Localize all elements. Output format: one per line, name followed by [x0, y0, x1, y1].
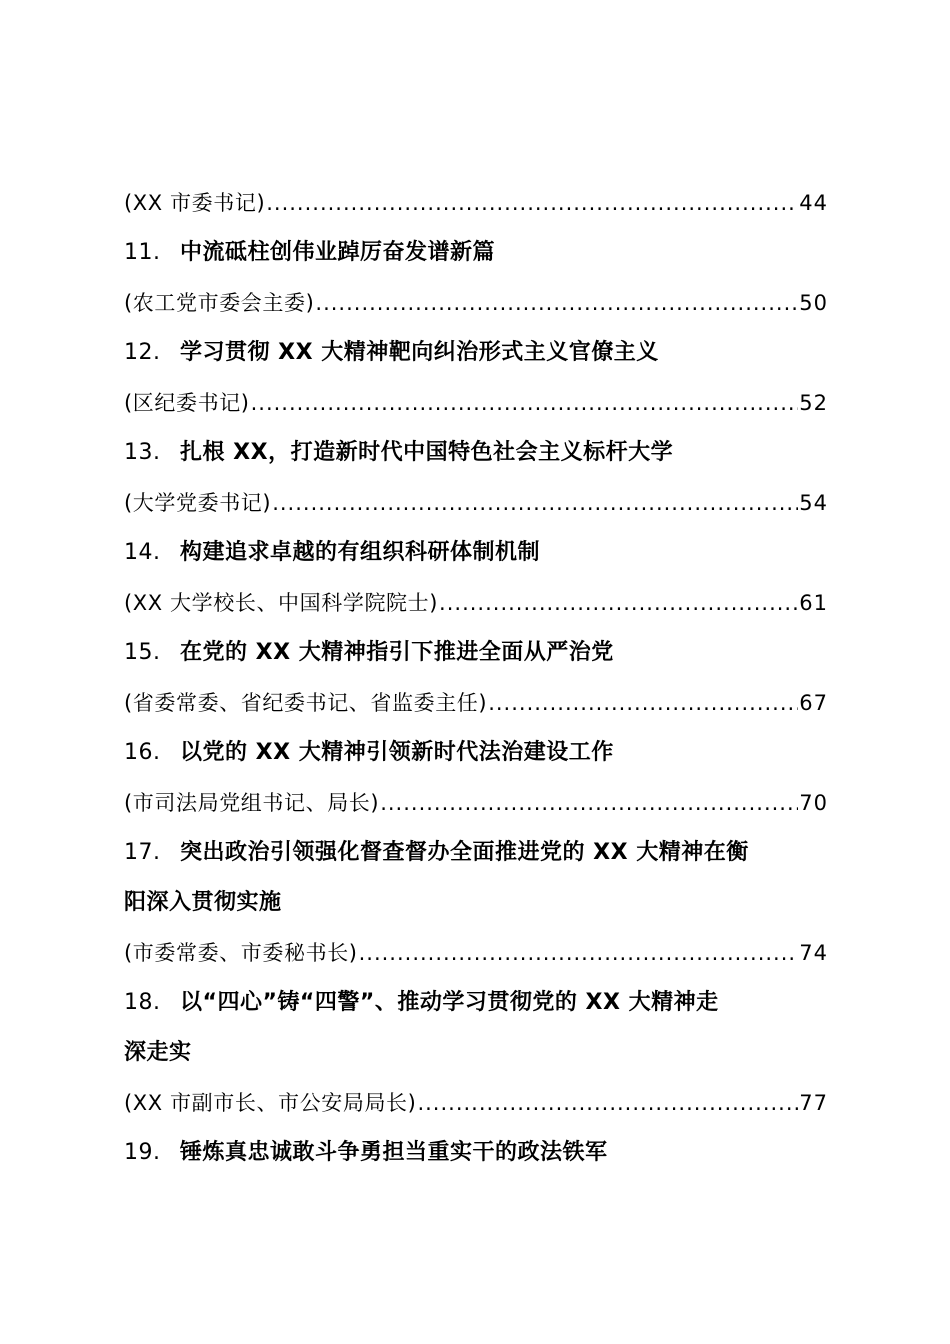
toc-title-line [124, 528, 828, 578]
toc-source: (XX 市委书记) [124, 191, 266, 215]
toc-page-number: 50 [799, 291, 828, 315]
toc-page-number: 70 [799, 791, 828, 815]
toc-page-number: 44 [799, 191, 828, 215]
toc-item-title: 突出政治引领强化督查督办全面推进党的 XX 大精神在衡 [180, 840, 749, 865]
toc-item-number: 13. [124, 440, 161, 465]
toc-title-continuation [124, 878, 828, 928]
toc-item-title: 中流砥柱创伟业踔厉奋发谱新篇 [180, 240, 496, 265]
toc-page-number: 77 [799, 1091, 828, 1115]
toc-source-line [124, 378, 828, 428]
toc-title-line [124, 978, 828, 1028]
toc-item-title: 构建追求卓越的有组织科研体制机制 [180, 540, 541, 565]
toc-title-line [124, 628, 828, 678]
toc-page-number: 74 [799, 941, 828, 965]
toc-source: (市委常委、市委秘书长) [124, 941, 358, 965]
toc-item-number: 15. [124, 640, 161, 665]
toc-source-line [124, 1078, 828, 1128]
toc-title-line [124, 328, 828, 378]
toc-page-number: 67 [799, 691, 828, 715]
toc-source: (农工党市委会主委) [124, 291, 315, 315]
toc-title-line [124, 428, 828, 478]
toc-item-title-cont: 深走实 [124, 1040, 192, 1065]
toc-title-line [124, 828, 828, 878]
toc-source-line [124, 678, 828, 728]
toc-title-continuation [124, 1028, 828, 1078]
toc-source: (大学党委书记) [124, 491, 272, 515]
toc-source: (XX 市副市长、市公安局局长) [124, 1091, 417, 1115]
toc-item-number: 14. [124, 540, 161, 565]
toc-leader-dots [417, 1078, 798, 1128]
toc-title-line [124, 1128, 828, 1178]
toc-item-title: 以“四心”铸“四警”、推动学习贯彻党的 XX 大精神走 [180, 990, 719, 1015]
toc-leader-dots [251, 378, 799, 428]
toc-item-number: 16. [124, 740, 161, 765]
toc-item-number: 11. [124, 240, 161, 265]
toc-source: (省委常委、省纪委书记、省监委主任) [124, 691, 488, 715]
toc-item-title-cont: 阳深入贯彻实施 [124, 890, 282, 915]
toc-leader-dots [359, 928, 799, 978]
toc-leader-dots [315, 278, 798, 328]
toc-item-number: 19. [124, 1140, 161, 1165]
toc-leader-dots [380, 778, 798, 828]
toc-item-number: 12. [124, 340, 161, 365]
toc-source-line [124, 478, 828, 528]
toc-page-number: 54 [799, 491, 828, 515]
toc-leader-dots [272, 478, 798, 528]
table-of-contents [124, 178, 828, 1178]
toc-page-number: 61 [799, 591, 828, 615]
toc-leader-dots [439, 578, 798, 628]
toc-item-title: 锤炼真忠诚敢斗争勇担当重实干的政法铁军 [180, 1140, 608, 1165]
toc-leader-dots [266, 178, 798, 228]
toc-source-line [124, 578, 828, 628]
toc-source: (区纪委书记) [124, 391, 250, 415]
toc-leader-dots [488, 678, 798, 728]
toc-item-title: 在党的 XX 大精神指引下推进全面从严治党 [180, 640, 614, 665]
toc-source-line [124, 778, 828, 828]
toc-item-title: 扎根 XX，打造新时代中国特色社会主义标杆大学 [180, 440, 674, 465]
toc-source: (XX 大学校长、中国科学院院士) [124, 591, 439, 615]
toc-title-line [124, 228, 828, 278]
toc-source-line [124, 278, 828, 328]
toc-title-line [124, 728, 828, 778]
toc-item-number: 18. [124, 990, 161, 1015]
toc-source-line [124, 178, 828, 228]
toc-page-number: 52 [799, 391, 828, 415]
toc-item-title: 学习贯彻 XX 大精神靶向纠治形式主义官僚主义 [180, 340, 659, 365]
toc-item-number: 17. [124, 840, 161, 865]
toc-source: (市司法局党组书记、局长) [124, 791, 380, 815]
toc-item-title: 以党的 XX 大精神引领新时代法治建设工作 [180, 740, 614, 765]
toc-source-line [124, 928, 828, 978]
